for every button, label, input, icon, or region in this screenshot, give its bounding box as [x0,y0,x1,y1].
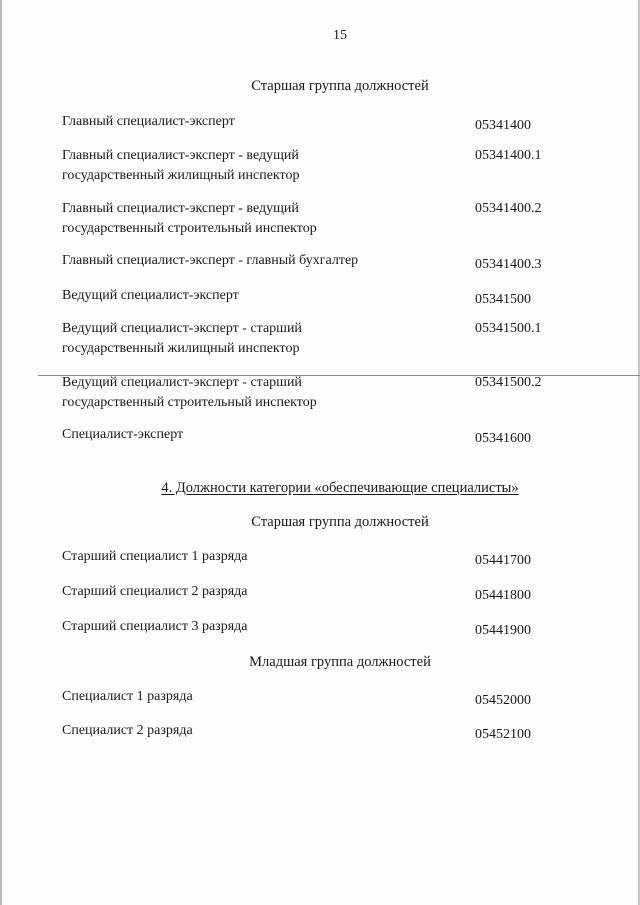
position-code: 05441800 [475,588,531,603]
position-code: 05441700 [475,553,531,568]
position-name: Специалист-эксперт [62,427,184,442]
section-title: 4. Должности категории «обеспечивающие специалисты» [161,480,519,496]
position-name: Ведущий специалист-эксперт [62,288,239,303]
position-name: Специалист 1 разряда [62,689,193,704]
senior-group-heading: Старшая группа должностей [251,514,429,530]
position-code: 05341400.2 [475,201,542,216]
position-name: Специалист 2 разряда [62,723,193,738]
position-name: Главный специалист-эксперт [62,114,235,129]
position-name: Ведущий специалист-эксперт - старший государственный жилищный инспектор [62,321,302,356]
position-code: 05341400.1 [475,148,542,163]
page-number: 15 [333,28,347,43]
position-code: 05341600 [475,431,531,446]
position-name: Старший специалист 2 разряда [62,584,248,599]
position-code: 05341500.1 [475,321,542,336]
position-code: 05341500.2 [475,375,542,390]
senior-group-heading: Старшая группа должностей [251,78,429,94]
position-name: Главный специалист-эксперт - ведущий государственный жилищный инспектор [62,148,300,183]
scan-edge-left [0,0,2,905]
position-code: 05341400.3 [475,257,542,272]
position-name: Главный специалист-эксперт - главный бухгалтер [62,253,359,268]
position-name: Ведущий специалист-эксперт - старший государственный строительный инспектор [62,375,317,410]
position-code: 05341400 [475,118,531,133]
position-code: 05452000 [475,693,531,708]
position-code: 05441900 [475,623,531,638]
position-name: Старший специалист 1 разряда [62,549,248,564]
position-name: Главный специалист-эксперт - ведущий государственный строительный инспектор [62,201,317,236]
position-code: 05452100 [475,727,531,742]
junior-group-heading: Младшая группа должностей [249,654,431,670]
position-name: Старший специалист 3 разряда [62,619,248,634]
position-code: 05341500 [475,292,531,307]
